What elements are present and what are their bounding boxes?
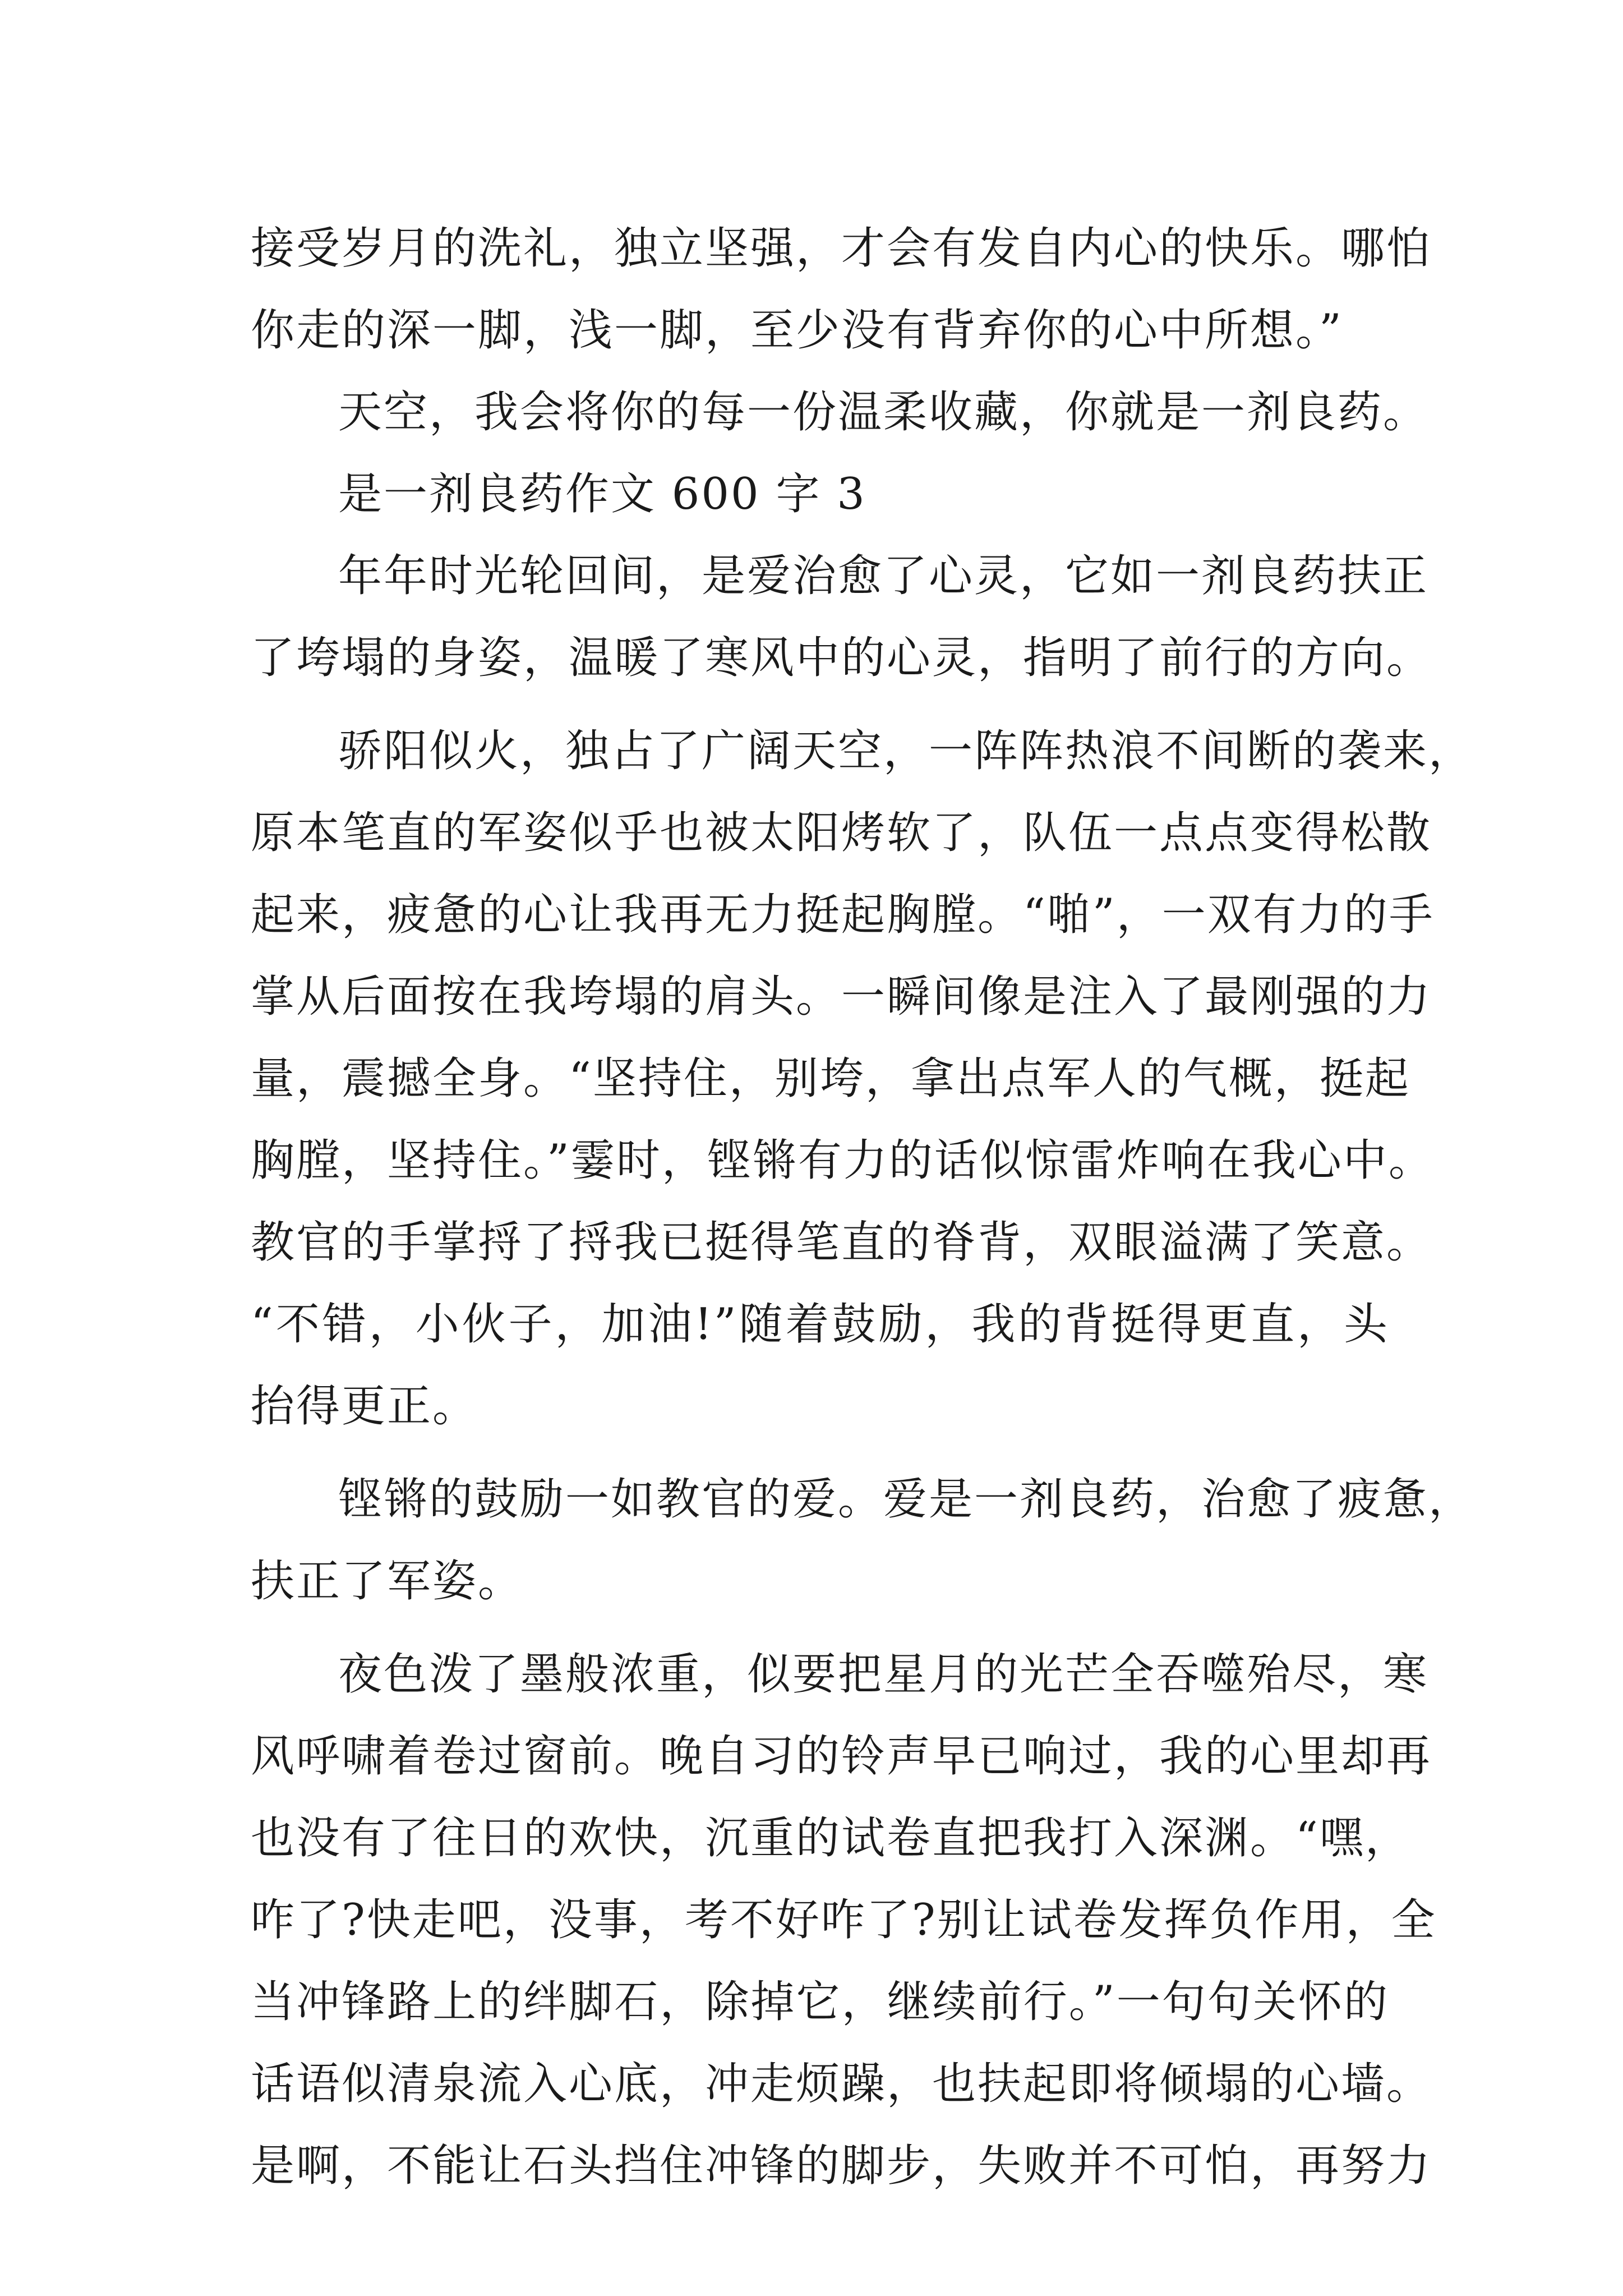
text-line: 也没有了往日的欢快，沉重的试卷直把我打入深渊。“嘿， (251, 1813, 1410, 1864)
text-line: 扶正了军姿。 (251, 1556, 524, 1607)
text-line: 原本笔直的军姿似乎也被太阳烤软了，队伍一点点变得松散 (251, 808, 1432, 858)
text-line: 接受岁月的洗礼，独立坚强，才会有发自内心的快乐。哪怕 (251, 223, 1432, 274)
text-line: “不错，小伙子，加油!”随着鼓励，我的背挺得更直，头 (251, 1299, 1389, 1350)
text-line: 是一剂良药作文 600 字 3 (338, 469, 866, 519)
text-line: 是啊，不能让石头挡住冲锋的脚步，失败并不可怕，再努力 (251, 2141, 1432, 2191)
text-line: 量，震撼全身。“坚持住，别垮，拿出点军人的气概，挺起 (251, 1053, 1410, 1104)
text-line: 胸膛，坚持住。”霎时，铿锵有力的话似惊雷炸响在我心中。 (251, 1135, 1434, 1186)
text-line: 教官的手掌捋了捋我已挺得笔直的脊背，双眼溢满了笑意。 (251, 1217, 1432, 1268)
text-line: 年年时光轮回间，是爱治愈了心灵，它如一剂良药扶正 (338, 551, 1429, 601)
text-line: 风呼啸着卷过窗前。晚自习的铃声早已响过，我的心里却再 (251, 1731, 1432, 1782)
body-text (251, 208, 1474, 2207)
text-line: 话语似清泉流入心底，冲走烦躁，也扶起即将倾塌的心墙。 (251, 2059, 1432, 2109)
text-line: 当冲锋路上的绊脚石，除掉它，继续前行。”一句句关怀的 (251, 1977, 1389, 2027)
text-line: 夜色泼了墨般浓重，似要把星月的光芒全吞噬殆尽，寒 (338, 1649, 1429, 1700)
text-line: 骄阳似火，独占了广阔天空，一阵阵热浪不间断的袭来， (338, 726, 1474, 776)
text-line: 咋了?快走吧，没事，考不好咋了?别让试卷发挥负作用，全 (251, 1895, 1437, 1945)
text-line: 掌从后面按在我垮塌的肩头。一瞬间像是注入了最刚强的力 (251, 972, 1432, 1022)
text-line: 铿锵的鼓励一如教官的爱。爱是一剂良药，治愈了疲惫， (338, 1474, 1474, 1525)
text-line: 抬得更正。 (251, 1381, 478, 1432)
text-line: 天空，我会将你的每一份温柔收藏，你就是一剂良药。 (338, 387, 1429, 438)
text-line: 了垮塌的身姿，温暖了寒风中的心灵，指明了前行的方向。 (251, 633, 1432, 683)
text-line: 起来，疲惫的心让我再无力挺起胸膛。“啪”，一双有力的手 (251, 890, 1435, 940)
text-line: 你走的深一脚，浅一脚，至少没有背弃你的心中所想。” (251, 305, 1343, 356)
